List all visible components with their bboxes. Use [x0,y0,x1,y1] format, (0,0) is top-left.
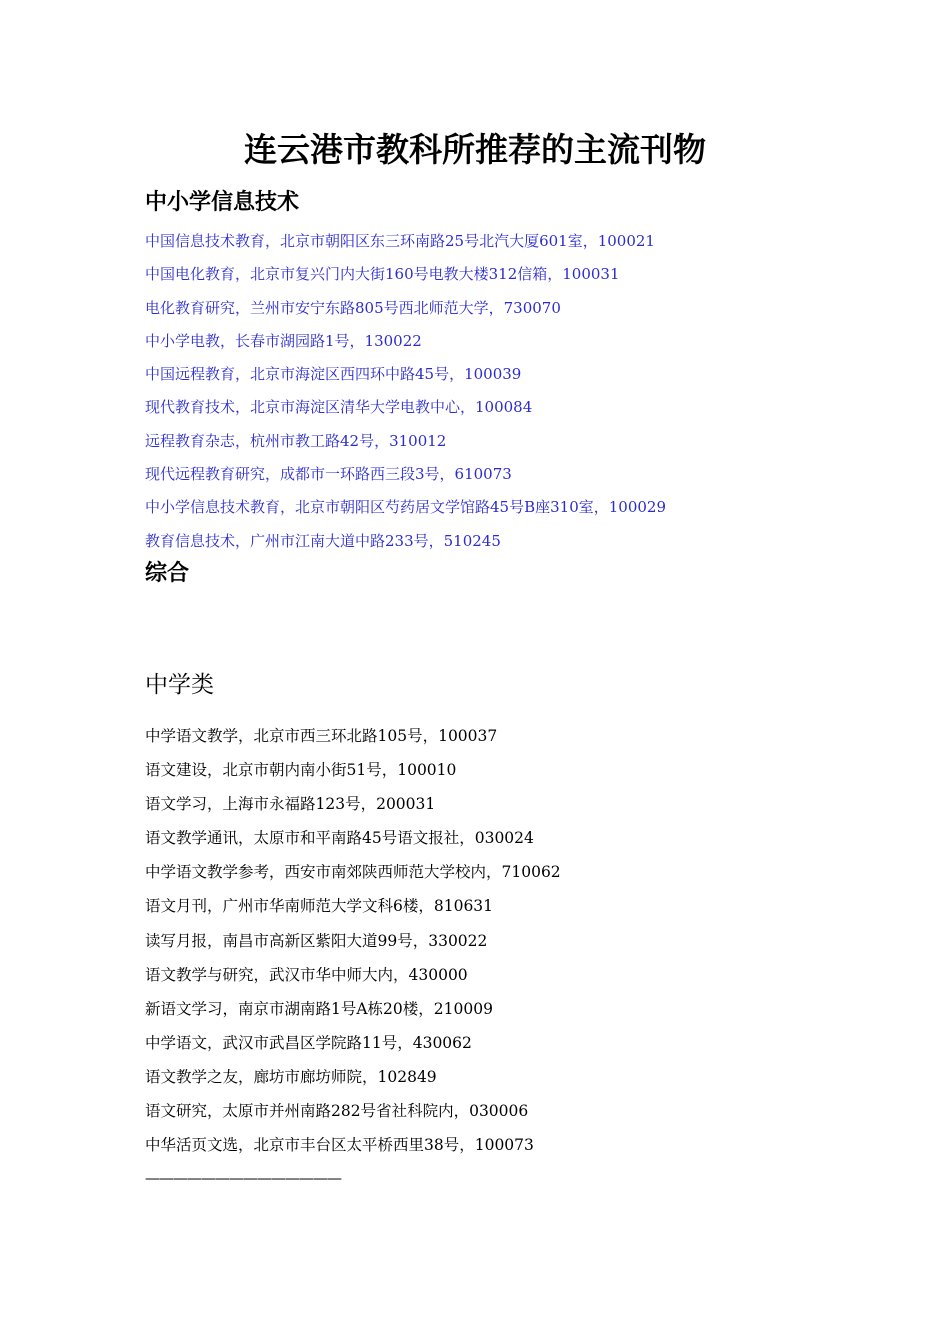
list-item: 中国电化教育，北京市复兴门内大街160号电教大楼312信箱，100031 [145,265,620,284]
section-heading-info-tech: 中小学信息技术 [145,190,300,215]
list-item: 中国远程教育，北京市海淀区西四环中路45号，100039 [145,365,522,384]
list-item: 语文月刊，广州市华南师范大学文科6楼，810631 [145,897,494,916]
list-item: 语文研究，太原市并州南路282号省社科院内，030006 [145,1102,529,1121]
list-item: 中小学电教，长春市湖园路1号，130022 [145,331,422,350]
list-item: 中学语文教学，北京市西三环北路105号，100037 [145,727,498,745]
list-item: 现代教育技术，北京市海淀区清华大学电教中心，100084 [145,398,533,417]
info-tech-journal-list [145,228,666,561]
list-item: 中学语文教学参考，西安市南郊陕西师范大学校内，710062 [145,863,561,882]
list-item: 语文教学与研究，武汉市华中师大内，430000 [145,965,468,984]
section-heading-middle-school: 中学类 [145,672,214,698]
list-item: 中华活页文选，北京市丰台区太平桥西里38号，100073 [145,1136,534,1155]
list-item: 新语文学习，南京市湖南路1号A栋20楼，210009 [145,999,493,1018]
list-item: 语文建设，北京市朝内南小街51号，100010 [145,761,457,780]
list-item: 语文学习，上海市永福路123号，200031 [145,795,436,814]
list-item: 教育信息技术，广州市江南大道中路233号，510245 [145,531,501,550]
middle-school-journal-list [145,723,561,1166]
list-item: 中国信息技术教育，北京市朝阳区东三环南路25号北汽大厦601室，100021 [145,232,655,250]
list-item: 语文教学之友，廊坊市廊坊师院，102849 [145,1067,437,1086]
list-item: 现代远程教育研究，成都市一环路西三段3号，610073 [145,465,512,484]
section-heading-general: 综合 [145,561,190,586]
document-title: 连云港市教科所推荐的主流刊物 [244,130,706,169]
list-item: 中学语文，武汉市武昌区学院路11号，430062 [145,1033,472,1052]
list-item: 语文教学通讯，太原市和平南路45号语文报社，030024 [145,829,534,848]
list-item: 电化教育研究，兰州市安宁东路805号西北师范大学，730070 [145,298,561,317]
list-item: 远程教育杂志，杭州市教工路42号，310012 [145,431,447,450]
trailing-dash-rule: —————————————— [145,1169,341,1187]
list-item: 读写月报，南昌市高新区紫阳大道99号，330022 [145,931,488,950]
list-item: 中小学信息技术教育，北京市朝阳区芍药居文学馆路45号B座310室，100029 [145,498,667,517]
